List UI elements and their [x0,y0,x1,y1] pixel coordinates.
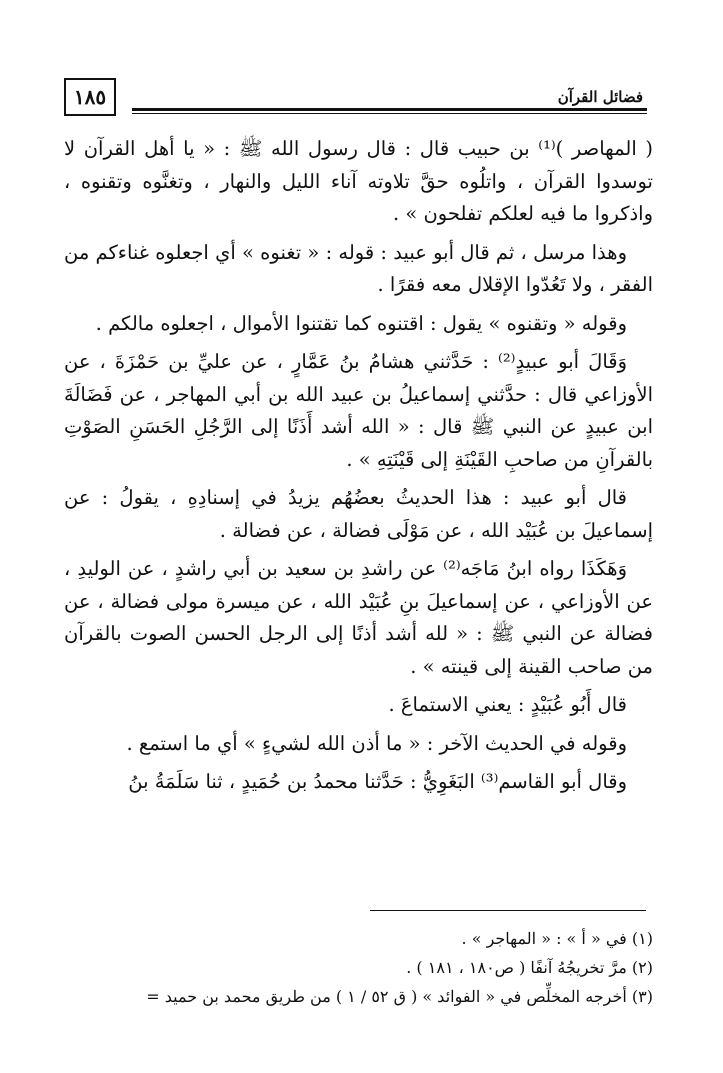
page-number: ١٨٥ [64,78,116,116]
paragraph: وقوله « وتقنوه » يقول : اقتنوه كما تقتنوا الأموال ، اجعلوه مالكم . [95,311,627,335]
header-rule-thin [132,113,647,114]
footnotes [64,924,653,1011]
paragraph: ( المهاصر )⁽¹⁾ بن حبيب قال : قال رسول الله ﷺ : « يا أهل القرآن لا توسدوا القرآن ، واتلُوه حقَّ تلاوته آناء الليل والنهار ، وتغنَّوه وتقنوه ، واذكروا ما فيه لعلكم تفلحون » . [64,137,654,225]
paragraph: وهذا مرسل ، ثم قال أبو عبيد : قوله : « تغنوه » أي اجعلوه غناءكم من الفقر ، ولا تَعُدّوا الإقلال معه فقرًا . [64,240,653,296]
main-text [64,133,653,805]
footnote-separator [370,910,646,911]
running-title: فضائل القرآن [557,88,643,106]
paragraph: وَهَكَذَا رواه ابنُ مَاجَه⁽²⁾ عن راشدِ بن سعيد بن أبي راشدٍ ، عن الوليدِ ، عن الأوزاعي ، عن إسماعيلَ بنِ عُبَيْد الله ، عن ميسرة مولى فضالة ، عن فضالة عن النبي ﷺ : « لله أشد أذنًا إلى الرجل الحسن الصوت بالقرآن من صاحب القينة إلى قينته » . [64,557,653,678]
footnote: (٢) مرَّ تخريجُهُ آنفًا ( ص١٨٠ ، ١٨١ ) . [406,958,653,977]
footnote: (٣) أخرجه المخلِّص في « الفوائد » ( ق ٥٢ / ١ ) من طريق محمد بن حميد = [146,987,653,1006]
paragraph: وقوله في الحديث الآخر : « ما أذن الله لشيءٍ » أي ما استمع . [126,731,627,755]
paragraph: قال أبو عبيد : هذا الحديثُ بعضُهُم يزيدُ في إسنادِهِ ، يقولُ : عن إسماعيلَ بن عُبَيْد الله ، عن مَوْلَى فضالة ، عن فضالة . [64,486,653,542]
paragraph: قال أَبُو عُبَيْدٍ : يعني الاستماعَ . [388,693,627,716]
header-rule-thick [132,108,647,111]
paragraph: وقال أبو القاسم⁽³⁾ البَغَوِيُّ : حَدَّثنا محمدُ بن حُمَيدٍ ، ثنا سَلَمَةُ بنُ [128,770,627,793]
paragraph: وَقَالَ أبو عبيدٍ⁽²⁾ : حَدَّثني هشامُ بنُ عَمَّارٍ ، عن عليِّ بن حَمْزَةَ ، عن الأوزاعي قال : حدَّثني إسماعيلُ بن عبيد الله بن أبي المهاجر ، عن فَضَالَةَ ابن عبيدٍ عن النبي ﷺ قال : « الله أشد أَذَنًا إلى الرَّجُلِ الحَسَنِ الصَوْتِ بالقرآنِ من صاحبِ القَيْنَةِ إلى قَيْنَتِهِ » . [64,350,653,471]
footnote: (١) في « أ » : « المهاجر » . [461,929,653,948]
